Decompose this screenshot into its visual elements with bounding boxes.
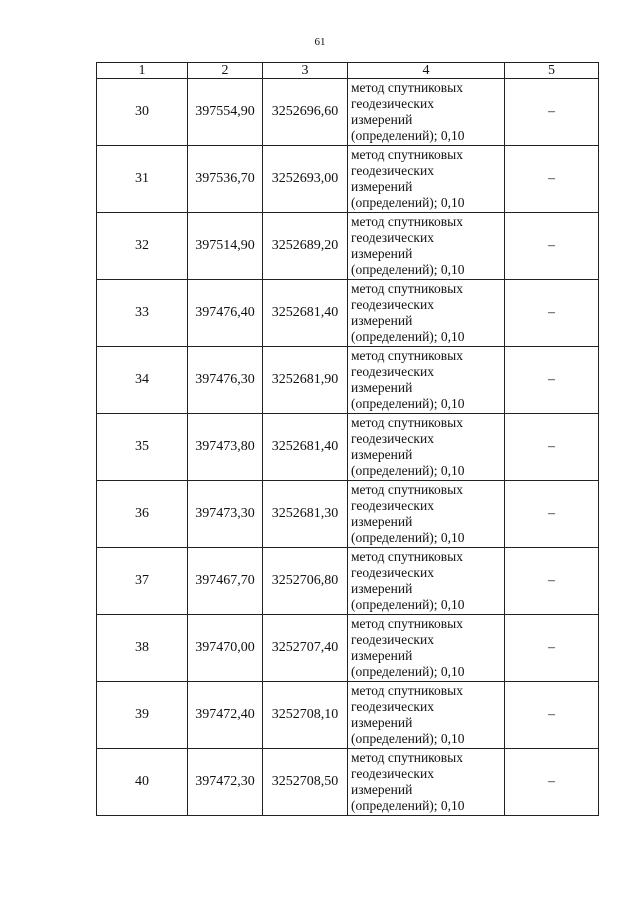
coordinate-y: 3252696,60: [263, 79, 348, 146]
method-line: геодезических: [351, 699, 434, 714]
table-row: [97, 146, 599, 213]
method-line: геодезических: [351, 431, 434, 446]
note-dash: –: [505, 347, 599, 414]
method-line: метод спутниковых: [351, 549, 463, 564]
method-line: геодезических: [351, 364, 434, 379]
point-number: 39: [97, 682, 188, 749]
point-number: 40: [97, 749, 188, 816]
point-number: 36: [97, 481, 188, 548]
point-number: 38: [97, 615, 188, 682]
table-row: [97, 481, 599, 548]
coordinate-x: 397470,00: [188, 615, 263, 682]
point-number: 33: [97, 280, 188, 347]
header-cell-4: 4: [348, 63, 505, 79]
point-number: 30: [97, 79, 188, 146]
method-cell: [348, 213, 505, 280]
method-cell: [348, 79, 505, 146]
coordinate-y: 3252708,10: [263, 682, 348, 749]
method-line: измерений: [351, 782, 413, 797]
method-line: (определений); 0,10: [351, 396, 465, 411]
method-line: измерений: [351, 447, 413, 462]
coordinate-x: 397473,80: [188, 414, 263, 481]
method-line: геодезических: [351, 230, 434, 245]
method-cell: [348, 280, 505, 347]
table-row: [97, 749, 599, 816]
method-line: метод спутниковых: [351, 147, 463, 162]
note-dash: –: [505, 79, 599, 146]
method-line: измерений: [351, 648, 413, 663]
coordinate-x: 397472,30: [188, 749, 263, 816]
note-dash: –: [505, 682, 599, 749]
header-cell-2: 2: [188, 63, 263, 79]
method-line: (определений); 0,10: [351, 262, 465, 277]
coordinate-x: 397514,90: [188, 213, 263, 280]
coordinate-x: 397473,30: [188, 481, 263, 548]
method-line: измерений: [351, 715, 413, 730]
note-dash: –: [505, 548, 599, 615]
method-line: (определений); 0,10: [351, 329, 465, 344]
table-row: [97, 79, 599, 146]
table-row: [97, 414, 599, 481]
method-line: геодезических: [351, 766, 434, 781]
point-number: 37: [97, 548, 188, 615]
header-cell-1: 1: [97, 63, 188, 79]
table-row: [97, 213, 599, 280]
point-number: 32: [97, 213, 188, 280]
note-dash: –: [505, 213, 599, 280]
method-line: метод спутниковых: [351, 281, 463, 296]
method-line: (определений); 0,10: [351, 664, 465, 679]
coordinates-table: [96, 62, 599, 816]
coordinate-y: 3252681,40: [263, 414, 348, 481]
method-line: (определений); 0,10: [351, 128, 465, 143]
point-number: 34: [97, 347, 188, 414]
note-dash: –: [505, 146, 599, 213]
method-line: геодезических: [351, 163, 434, 178]
method-line: измерений: [351, 179, 413, 194]
method-line: (определений); 0,10: [351, 798, 465, 813]
note-dash: –: [505, 481, 599, 548]
coordinate-y: 3252689,20: [263, 213, 348, 280]
method-line: метод спутниковых: [351, 750, 463, 765]
method-line: (определений); 0,10: [351, 597, 465, 612]
page-number: 61: [314, 36, 326, 48]
table-row: [97, 682, 599, 749]
coordinate-y: 3252693,00: [263, 146, 348, 213]
method-line: (определений); 0,10: [351, 195, 465, 210]
coordinate-y: 3252681,40: [263, 280, 348, 347]
method-cell: [348, 548, 505, 615]
coordinate-x: 397472,40: [188, 682, 263, 749]
method-line: метод спутниковых: [351, 616, 463, 631]
coordinate-y: 3252681,90: [263, 347, 348, 414]
method-line: геодезических: [351, 96, 434, 111]
method-line: геодезических: [351, 632, 434, 647]
method-line: (определений); 0,10: [351, 731, 465, 746]
coordinate-y: 3252706,80: [263, 548, 348, 615]
method-line: метод спутниковых: [351, 80, 463, 95]
header-row: [97, 63, 599, 79]
method-cell: [348, 749, 505, 816]
method-line: метод спутниковых: [351, 415, 463, 430]
method-cell: [348, 347, 505, 414]
coordinate-x: 397476,40: [188, 280, 263, 347]
coordinate-y: 3252681,30: [263, 481, 348, 548]
point-number: 35: [97, 414, 188, 481]
method-line: метод спутниковых: [351, 214, 463, 229]
table-row: [97, 615, 599, 682]
coordinate-y: 3252707,40: [263, 615, 348, 682]
coordinate-y: 3252708,50: [263, 749, 348, 816]
point-number: 31: [97, 146, 188, 213]
header-cell-5: 5: [505, 63, 599, 79]
note-dash: –: [505, 414, 599, 481]
method-line: метод спутниковых: [351, 482, 463, 497]
method-line: метод спутниковых: [351, 348, 463, 363]
note-dash: –: [505, 280, 599, 347]
coordinate-x: 397476,30: [188, 347, 263, 414]
method-cell: [348, 481, 505, 548]
table-row: [97, 280, 599, 347]
method-line: измерений: [351, 581, 413, 596]
method-cell: [348, 682, 505, 749]
coordinate-x: 397554,90: [188, 79, 263, 146]
method-line: измерений: [351, 380, 413, 395]
method-line: геодезических: [351, 498, 434, 513]
note-dash: –: [505, 749, 599, 816]
table-body: [97, 79, 599, 816]
method-line: измерений: [351, 112, 413, 127]
method-line: (определений); 0,10: [351, 530, 465, 545]
header-cell-3: 3: [263, 63, 348, 79]
method-line: (определений); 0,10: [351, 463, 465, 478]
table-row: [97, 347, 599, 414]
method-line: геодезических: [351, 297, 434, 312]
method-line: измерений: [351, 514, 413, 529]
method-line: измерений: [351, 246, 413, 261]
method-cell: [348, 414, 505, 481]
method-cell: [348, 615, 505, 682]
table-header: [97, 63, 599, 79]
method-cell: [348, 146, 505, 213]
method-line: метод спутниковых: [351, 683, 463, 698]
table-row: [97, 548, 599, 615]
note-dash: –: [505, 615, 599, 682]
method-line: геодезических: [351, 565, 434, 580]
coordinate-x: 397536,70: [188, 146, 263, 213]
method-line: измерений: [351, 313, 413, 328]
coordinate-x: 397467,70: [188, 548, 263, 615]
